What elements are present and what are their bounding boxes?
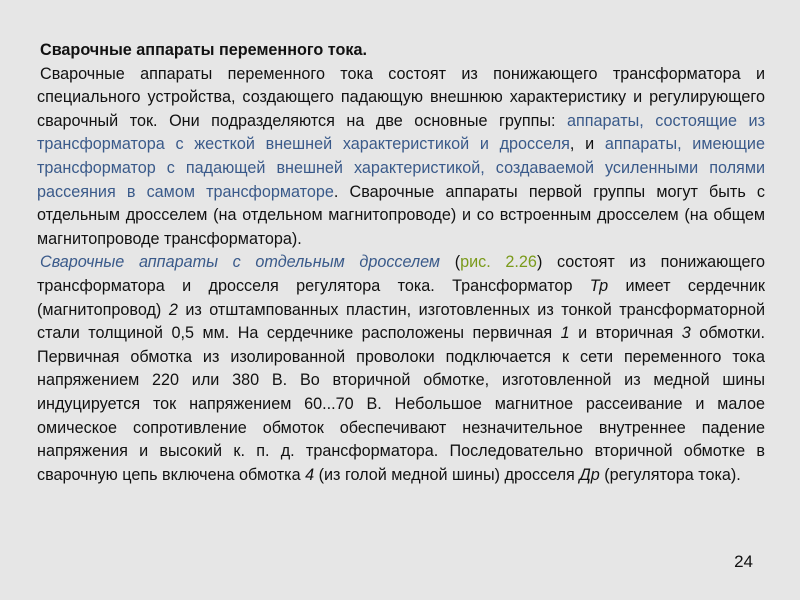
figure-reference-link[interactable]: рис. 2.26 <box>460 253 537 272</box>
para1-highlight-group-2: аппараты, имеющие трансформатор с падающей внешней характеристикой, создаваемой усиленными полями рассеяния в самом трансформаторе <box>37 135 765 201</box>
para2-text-6: обмотки. Первичная обмотка из изолированной проволоки подключается к сети переменного тока напряжением 220 или 380 В. Во вторичной обмотке, изготовленной из медной шины индуцируется ток напряжением 60...70 В. Небольшое магнитное рассеивание и малое омическое сопротивление обмоток обеспечивают незначительное внутреннее падение напряжения и высокий к. п. д. трансформатора. Последовательно вторичной обмотке в сварочную цепь включена обмотка <box>37 324 765 484</box>
para1-text-2: , и <box>569 135 605 154</box>
para2-highlight-term: Сварочные аппараты с отдельным дросселем <box>40 253 441 272</box>
label-tr: Тр <box>589 276 609 295</box>
para2-text-7: (из голой медной шины) дросселя <box>314 465 580 484</box>
para2-text-2: ) состоят из понижающего трансформатора и дросселя регулятора тока. Трансформатор <box>37 253 766 295</box>
slide-body <box>37 39 765 487</box>
para1-text-3: . Сварочные аппараты первой группы могут быть с отдельным дросселем (на отдельном магнитопроводе) и со встроенным дросселем (на общем магнитопроводе трансформатора). <box>37 182 765 248</box>
para1-highlight-group-1: аппараты, состоящие из трансформатора с жесткой внешней характеристикой и дросселя <box>37 111 765 154</box>
para2-text-4: из отштампованных пластин, изготовленных из тонкой трансформаторной стали толщиной 0,5 мм. На сердечнике расположены первичная <box>37 300 765 343</box>
label-4: 4 <box>305 465 315 484</box>
paragraph-1 <box>37 63 765 252</box>
label-3: 3 <box>681 324 691 343</box>
para2-text-3: имеет сердечник (магнитопровод) <box>37 276 765 319</box>
para1-text-1: Сварочные аппараты переменного тока состоят из понижающего трансформатора и специального устройства, создающего падающую внешнюю характеристику и регулирующего сварочный ток. Они подразделяются на две основные группы: <box>37 64 765 130</box>
paragraph-2 <box>37 251 765 487</box>
label-dr: Др <box>579 465 600 484</box>
para2-text-5: и вторичная <box>569 324 682 343</box>
para2-text-8: (регулятора тока). <box>599 465 741 484</box>
label-1: 1 <box>560 324 570 343</box>
slide-heading: Сварочные аппараты переменного тока. <box>40 41 367 59</box>
page-number: 24 <box>734 552 753 571</box>
para2-text-1: ( <box>440 253 461 272</box>
label-2: 2 <box>168 300 178 319</box>
